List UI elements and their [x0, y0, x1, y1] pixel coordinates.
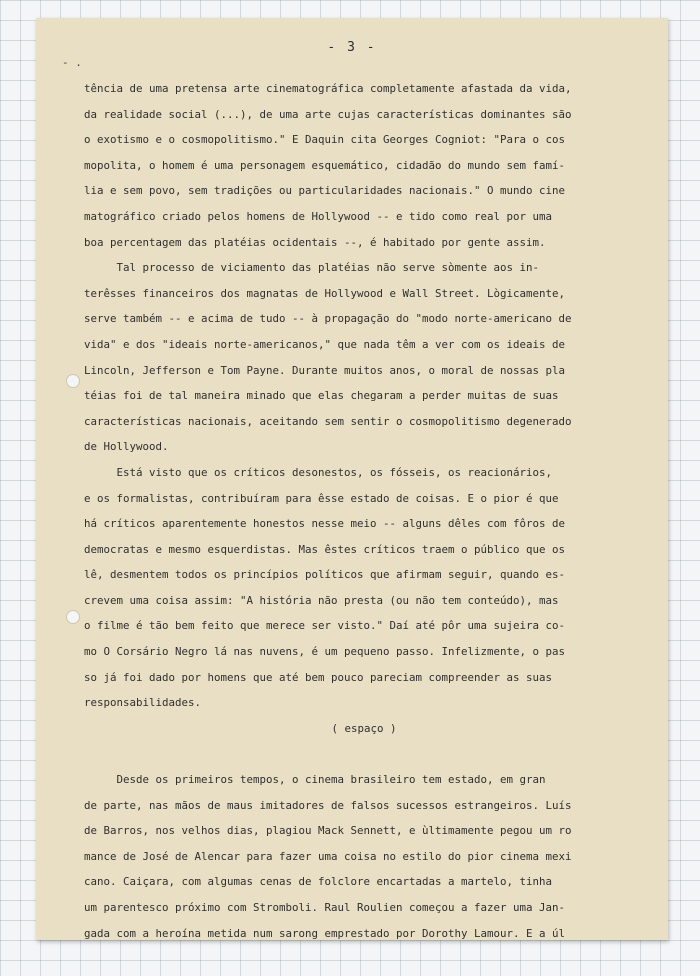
text-line: características nacionais, aceitando sem sentir o cosmopolitismo degenerado: [84, 414, 572, 428]
text-line: mo O Corsário Negro lá nas nuvens, é um pequeno passo. Infelizmente, o pas: [84, 645, 566, 659]
section-heading: ( espaço ): [331, 721, 397, 735]
text-line: so já foi dado por homens que até bem pouco pareciam compreender as suas: [84, 670, 553, 684]
text-line: lê, desmentem todos os princípios políticos que afirmam seguir, quando es-: [84, 568, 566, 582]
paragraph-4: [84, 767, 644, 946]
page-number: - 3 -: [327, 40, 377, 55]
text-line: crevem uma coisa assim: "A história não presta (ou não tem conteúdo), mas: [84, 593, 559, 607]
text-line: o exotismo e o cosmopolitismo." E Daquin cita Georges Cogniot: "Para o cos: [84, 133, 566, 147]
text-line: cano. Caiçara, com algumas cenas de folclore encartadas a martelo, tinha: [84, 875, 553, 889]
text-line: boa percentagem das platéias ocidentais --, é habitado por gente assim.: [84, 235, 546, 249]
paragraph-1: [84, 76, 644, 255]
text-line: Está visto que os críticos desonestos, os fósseis, os reacionários,: [84, 465, 553, 479]
text-line: matográfico criado pelos homens de Hollywood -- e tido como real por uma: [84, 209, 553, 223]
typewritten-page: [36, 18, 668, 940]
text-line: mance de José de Alencar para fazer uma coisa no estilo do pior cinema mexi: [84, 849, 572, 863]
text-line: democratas e mesmo esquerdistas. Mas êstes críticos traem o público que os: [84, 542, 566, 556]
text-line: responsabilidades.: [84, 696, 202, 710]
punch-hole: [66, 610, 80, 624]
text-line: Desde os primeiros tempos, o cinema brasileiro tem estado, em gran: [84, 773, 546, 787]
text-line: de Barros, nos velhos dias, plagiou Mack Sennett, e ùltimamente pegou um ro: [84, 824, 572, 838]
text-line: mopolita, o homem é uma personagem esquemático, cidadão do mundo sem famí-: [84, 158, 566, 172]
text-line: e os formalistas, contribuíram para êsse estado de coisas. E o pior é que: [84, 491, 559, 505]
blank-line: [84, 741, 644, 767]
margin-mark: - .: [62, 56, 82, 69]
body-text: [84, 76, 644, 946]
text-line: terêsses financeiros dos magnatas de Hollywood e Wall Street. Lògicamente,: [84, 286, 566, 300]
text-line: vida" e dos "ideais norte-americanos," que nada têm a ver com os ideais de: [84, 337, 566, 351]
paragraph-3: [84, 460, 644, 716]
text-line: de Hollywood.: [84, 440, 169, 454]
text-line: téias foi de tal maneira minado que elas chegaram a perder muitas de suas: [84, 389, 559, 403]
punch-hole: [66, 374, 80, 388]
text-line: serve também -- e acima de tudo -- à propagação do "modo norte-americano de: [84, 312, 572, 326]
text-line: tência de uma pretensa arte cinematográfica completamente afastada da vida,: [84, 82, 572, 95]
text-line: Lincoln, Jefferson e Tom Payne. Durante muitos anos, o moral de nossas pla: [84, 363, 566, 377]
text-line: Tal processo de viciamento das platéias não serve sòmente aos in-: [84, 261, 540, 275]
text-line: um parentesco próximo com Stromboli. Raul Roulien começou a fazer uma Jan-: [84, 901, 566, 914]
text-line: de parte, nas mãos de maus imitadores de falsos sucessos estrangeiros. Luís: [84, 798, 572, 812]
text-line: da realidade social (...), de uma arte cujas características dominantes são: [84, 107, 572, 121]
text-line: gada com a heroína metida num sarong emprestado por Dorothy Lamour. E a úl: [84, 926, 566, 940]
text-line: o filme é tão bem feito que merece ser visto." Daí até pôr uma sujeira co-: [84, 619, 566, 633]
paragraph-2: [84, 255, 644, 460]
text-line: lia e sem povo, sem tradições ou particularidades nacionais." O mundo cine: [84, 184, 566, 198]
text-line: há críticos aparentemente honestos nesse meio -- alguns dêles com fôros de: [84, 517, 566, 531]
